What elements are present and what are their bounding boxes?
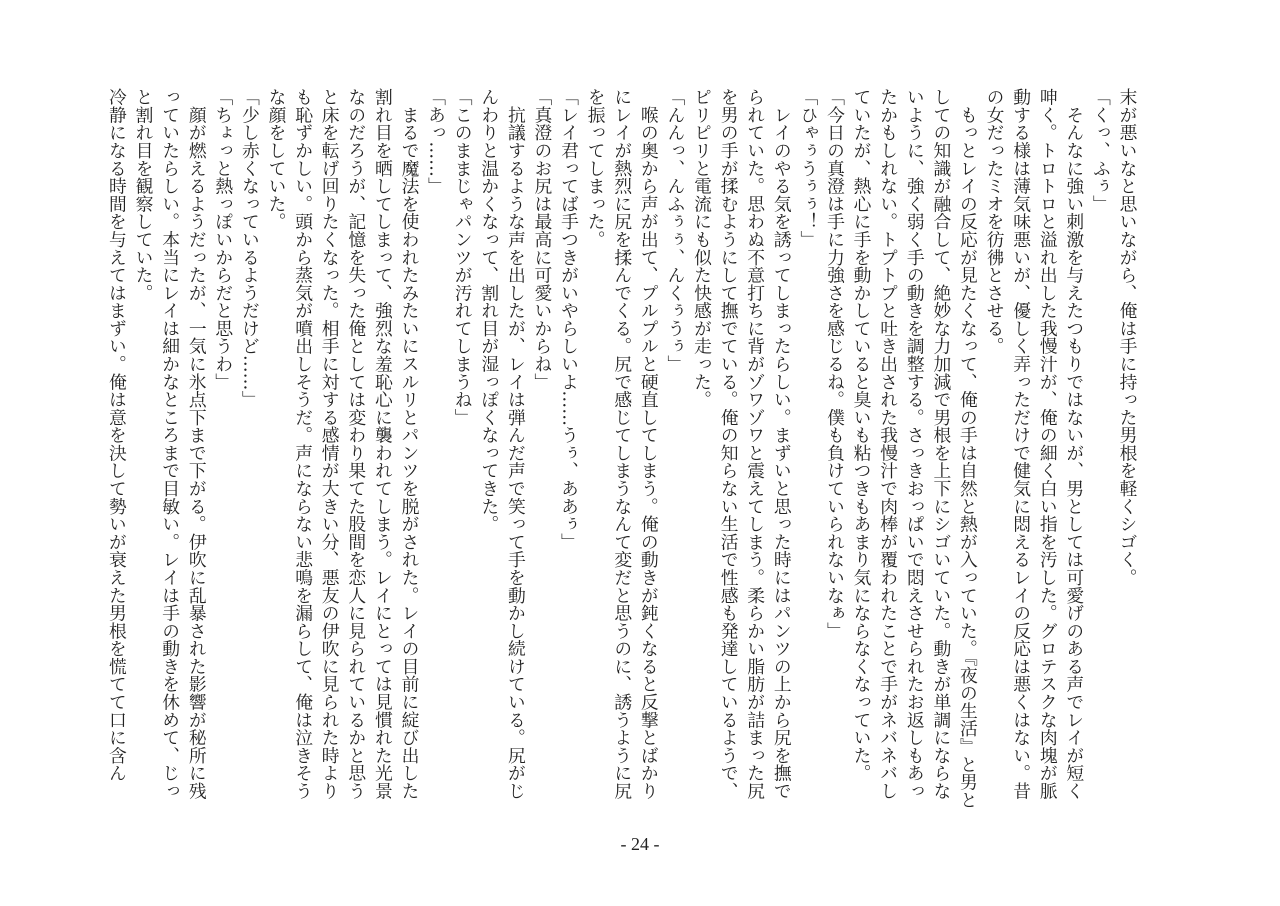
text-line: 喉の奥から声が出て、プルプルと硬直してしまう。俺の動きが鈍くなると反撃とばかり [638,88,660,800]
text-line: 末が悪いなと思いながら、俺は手に持った男根を軽くシゴく。 [1117,88,1138,587]
text-line: んわりと温かくなって、割れ目が湿っぽくなってきた。 [478,88,500,533]
text-line: を振ってしまった。 [585,88,607,249]
text-line: しての知識が融合して、絶妙な力加減で男根を上下にシゴいていた。動きが単調にならな [930,88,952,800]
text-line: 「くっ、ふぅ」 [1090,88,1112,213]
text-line: 動する様は薄気味悪いが、優しく弄っただけで健気に悶えるレイの反応は悪くはない。昔 [1010,88,1032,800]
text-line: もっとレイの反応が見たくなって、俺の手は自然と熱が入っていた。『夜の生活』と男と [957,88,979,809]
text-line: 割れ目を晒してしまって、強烈な羞恥心に襲われてしまう。レイにとっては見慣れた光景 [372,88,394,800]
text-line: 「あっ……」 [425,88,447,195]
text-line: っていたらしい。本当にレイは細かなところまで目敏い。レイは手の動きを休めて、じっ [159,88,181,800]
text-line: にレイが熱烈に尻を揉んでくる。尻で感じてしまうなんて変だと思うのに、誘うように尻 [611,88,633,800]
text-line: そんなに強い刺激を与えたつもりではないが、男としては可愛げのある声でレイが短く [1063,88,1085,800]
text-line: と割れ目を観察していた。 [133,88,155,302]
vertical-body-text [103,88,1140,809]
text-line: を男の手が揉むようにして撫でている。俺の知らない生活で性感も発達しているようで、 [718,88,740,800]
text-line: の女だったミオを彷彿とさせる。 [984,88,1006,355]
text-line: ピリピリと電流にも似た快感が走った。 [691,88,713,409]
text-line: 「少し赤くなっているようだけど……」 [239,88,261,409]
text-line: 「このままじゃパンツが汚れてしまうね」 [452,88,474,427]
text-line: も恥ずかしい。頭から蒸気が噴出しそうだ。声にならない悲鳴を漏らして、俺は泣きそう [292,88,314,800]
text-line: と床を転げ回りたくなった。相手に対する感情が大きい分、悪友の伊吹に見られた時より [319,88,341,800]
text-line: 顔が燃えるようだったが、一気に氷点下まで下がる。伊吹に乱暴された影響が秘所に残 [186,88,208,800]
text-line: 「真澄のお尻は最高に可愛いからね」 [531,88,553,391]
text-line: なのだろうが、記憶を失った俺としては変わり果てた股間を恋人に見られているかと思う [345,88,367,800]
text-line: 「今日の真澄は手に力強さを感じるね。僕も負けていられないなぁ」 [824,88,846,640]
text-line: 「ちょっと熱っぽいからだと思うわ」 [212,88,234,391]
text-line: ていたが、熱心に手を動かしていると臭いも粘つきもあまり気にならなくなっていた。 [851,88,873,782]
text-line: まるで魔法を使われたみたいにスルリとパンツを脱がされた。レイの目前に綻び出した [398,88,420,800]
text-line: 「ひゃぅうぅぅ！」 [797,88,819,249]
text-line: 冷静になる時間を与えてはまずい。俺は意を決して勢いが衰えた男根を慌てて口に含ん [106,88,128,782]
text-line: 呻く。トロトロと溢れ出した我慢汁が、俺の細く白い指を汚した。グロテスクな肉塊が脈 [1037,88,1059,800]
text-line: 「レイ君ってば手つきがいやらしいよ……うぅ、ああぅ」 [558,88,580,551]
text-line: 「んんっ、んふぅぅ、んくぅうぅ」 [664,88,686,373]
text-line: 抗議するような声を出したが、レイは弾んだ声で笑って手を動かし続けている。尻がじ [505,88,527,800]
text-line: な顔をしていた。 [266,88,287,231]
text-line: られていた。思わぬ不意打ちに背がゾワゾワと震えてしまう。柔らかい脂肪が詰まった尻 [744,88,766,800]
text-line: いように、強く弱く手の動きを調整する。さっきおっぱいで悶えさせられたお返しもあっ [904,88,926,800]
page-number: - 24 - [620,834,660,854]
text-line: たかもしれない。トプトプと吐き出された我慢汁で肉棒が覆われたことで手がネバネバし [877,88,899,800]
text-line: レイのやる気を誘ってしまったらしい。まずいと思った時にはパンツの上から尻を撫で [771,88,793,800]
